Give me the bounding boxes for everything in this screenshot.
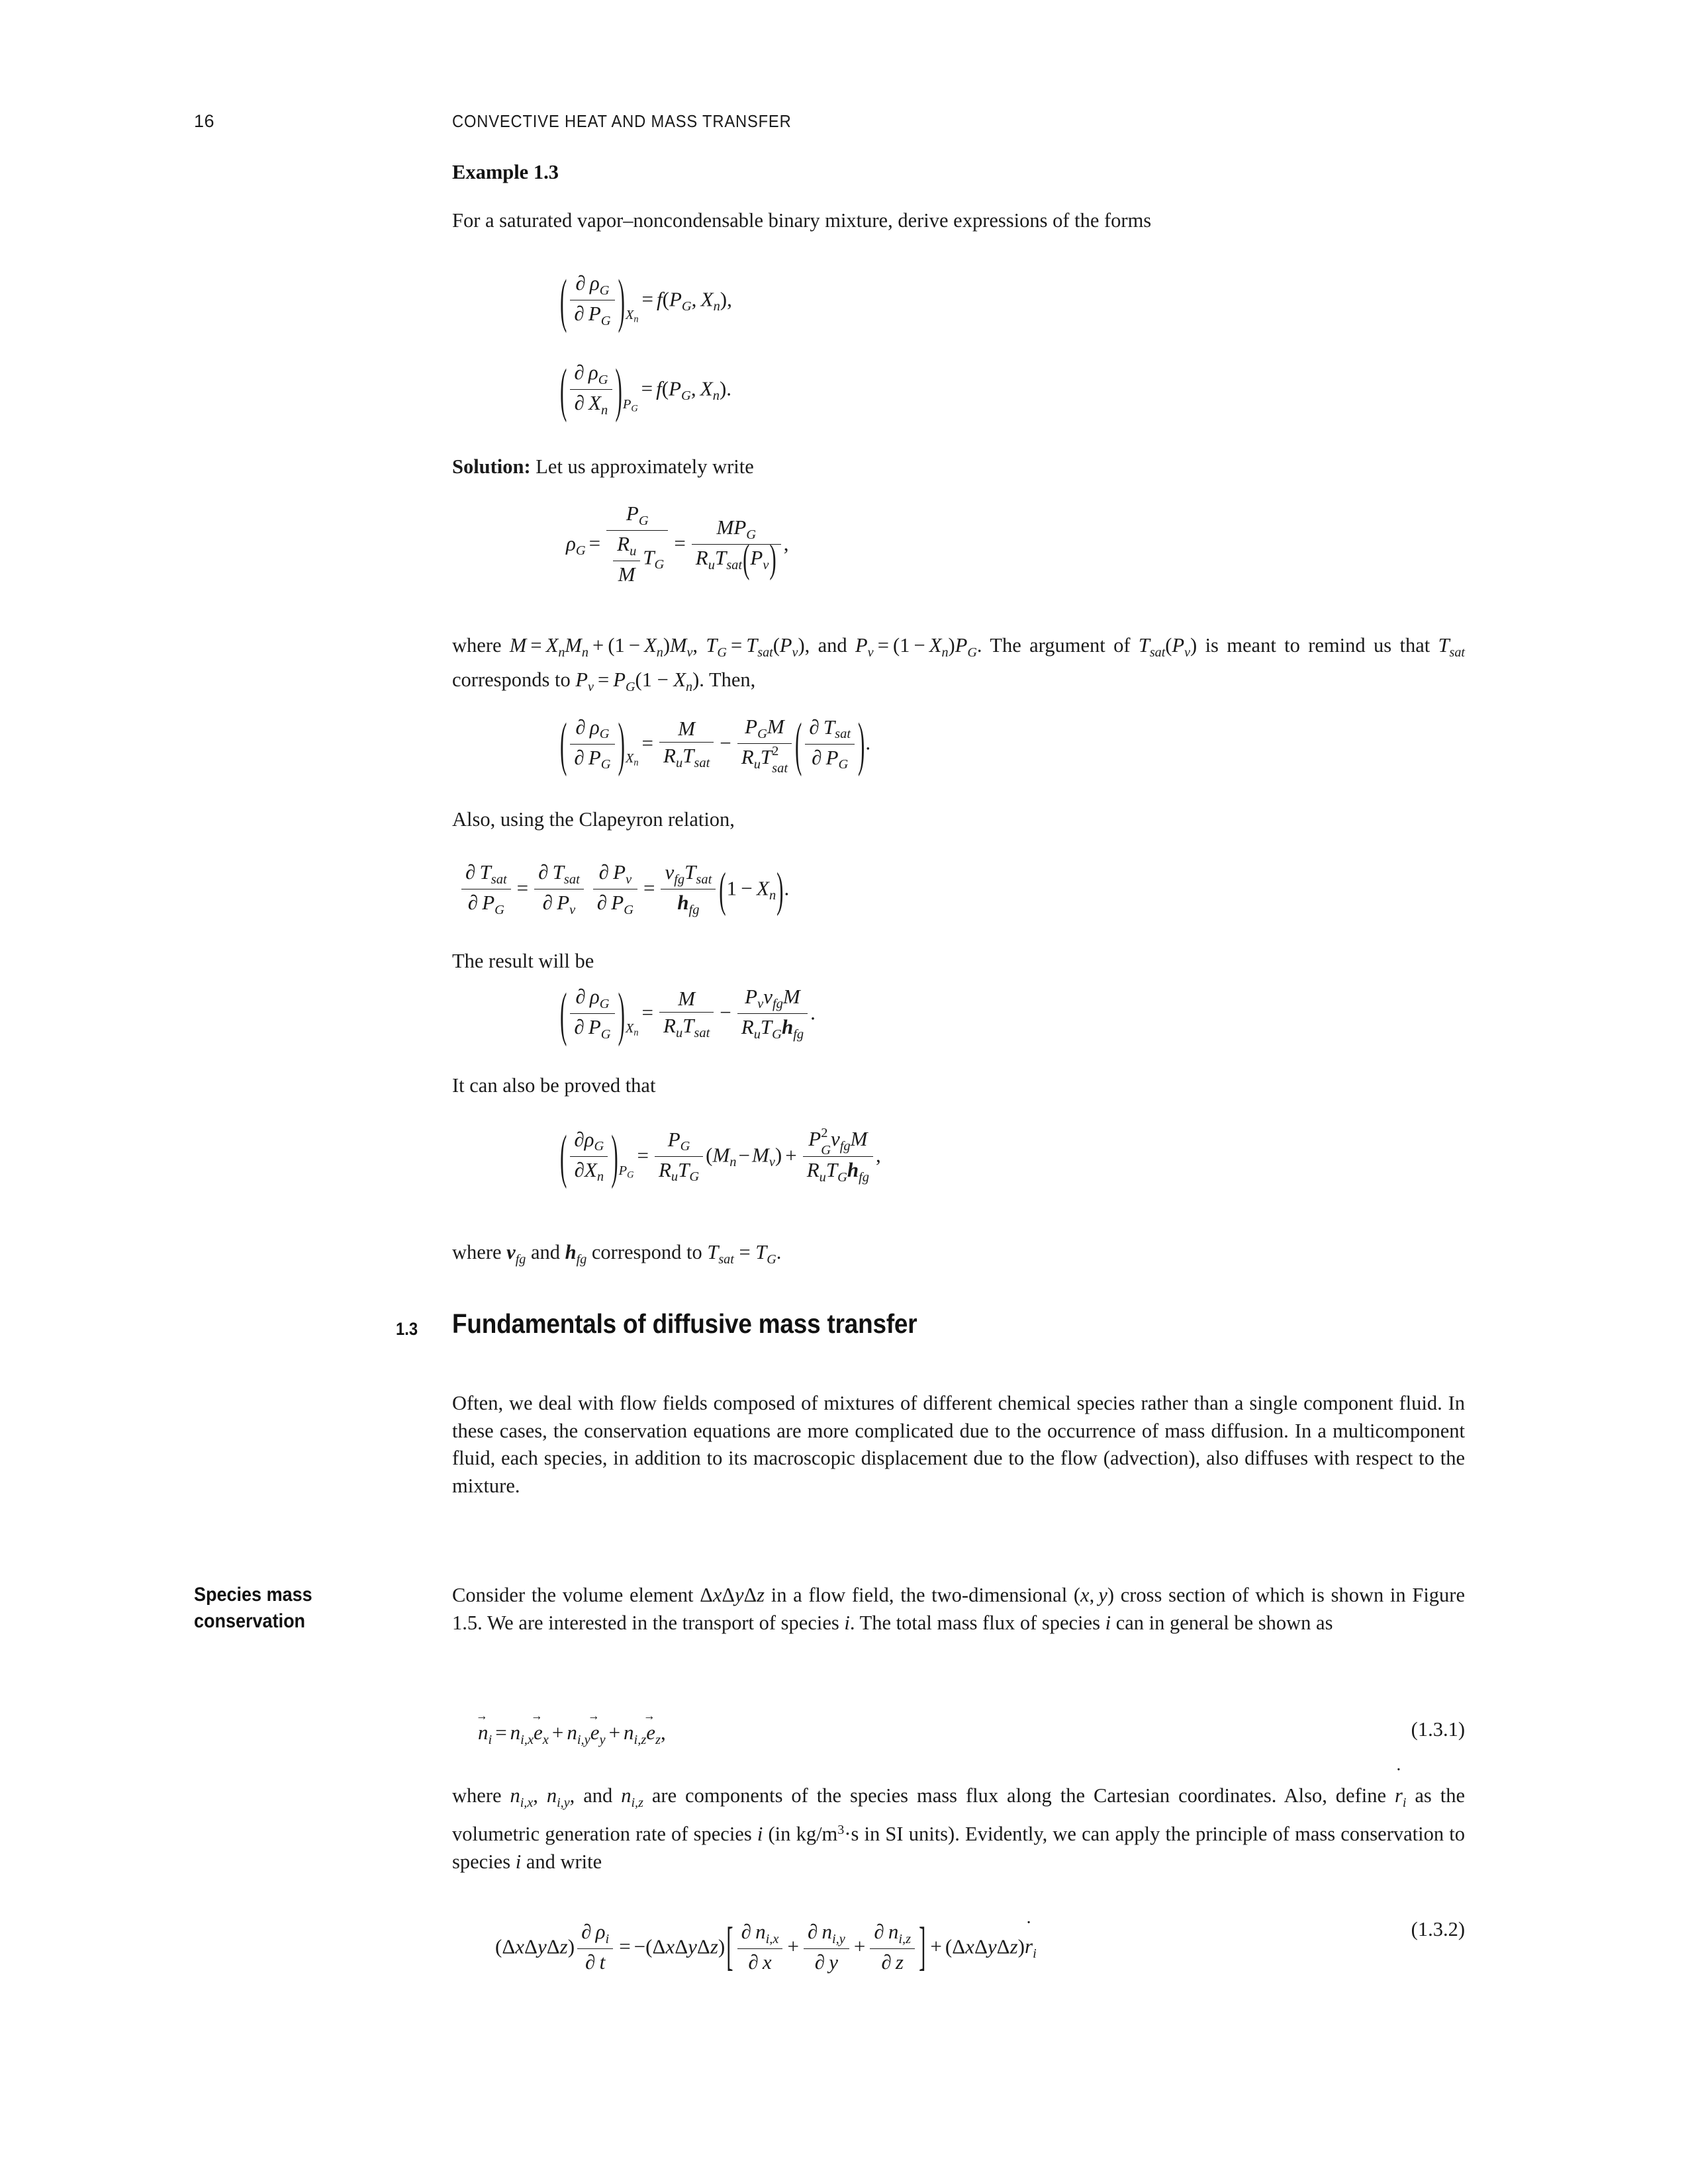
equation-proved: ( $\frac{\partial\rho G}{\partial Xn}$ )$P_G=$ $\frac{PG}{\text{RuTG}}$ (Mn−Mv) + P 2 G vfgM RuTGhfg , — [560, 1122, 881, 1190]
section-paragraph-1 — [452, 1390, 1465, 1500]
example-intro-text: For a saturated vapor–noncondensable binary mixture, derive expressions of the forms — [452, 209, 1152, 232]
section-title: Fundamentals of diffusive mass transfer — [452, 1308, 917, 1339]
equation-dpg-form: ( $\frac{\partial \rho G}{\partial PG}$ )$X_n= f(PG$, Xn), — [560, 266, 732, 334]
margin-note-line-1: Species mass — [194, 1584, 312, 1606]
result-lead-text: The result will be — [452, 950, 594, 972]
equation-1-3-2-number: (1.3.2) — [1411, 1918, 1465, 1940]
proved-lead — [452, 1072, 1465, 1100]
equation-result: ( $\frac{\partial \rho G}{\partial PG}$ )$X_n=$ $\frac{M}{\text{RuTsat}}$ − $\frac{\text{PvvfgM}}{\text{RuTGhfg}}$ . — [560, 979, 816, 1048]
closing-text: where vfg and hfg correspond to Tsat = TG. — [452, 1241, 782, 1267]
running-head-title: CONVECTIVE HEAT AND MASS TRANSFER — [452, 113, 792, 131]
equation-dxn-form: ( $\frac{\partial \rho G}{\partial Xn}$ )$P_G= f(PG$, Xn). — [560, 355, 732, 424]
section-number: 1.3 — [396, 1319, 418, 1339]
equation-1-3-1: n →i = ni,xe →x + ni,ye →y + ni,ze →z, — [478, 1721, 666, 1748]
equation-rho-g-definition: ρG = PG $\frac{Ru}{M}$ TG = $\frac{\text{MPG}}{\text{RuTsat(Pv)}}$ , — [566, 502, 789, 586]
margin-note-species-mass-conservation — [194, 1582, 408, 1635]
solution-lead-text — [452, 453, 1465, 481]
clapeyron-lead — [452, 806, 1465, 834]
example-heading — [452, 159, 1465, 186]
example-heading-text: Example 1.3 — [452, 161, 559, 183]
example-intro-paragraph — [452, 207, 1465, 235]
clapeyron-lead-text: Also, using the Clapeyron relation, — [452, 808, 735, 831]
equation-clapeyron: $\frac{\text{∂ Tsat}}{\partial PG}$ = $\frac{\text{∂ Tsat}}{\partial Pv}$ $\frac{\partial Pv}{\partial PG}$ = $\frac{\text{vfgTsat}}{\text{hfg}}$ (1 − Xn). — [459, 862, 789, 919]
equation-1-3-2: (ΔxΔyΔz) $\frac{\partial \rho i}{\partial t}$ = −(ΔxΔyΔz)[ $\frac{\partial ni,x}{\partial x}$ + $\frac{\partial ni,y}{\partial y}$ + $\frac{\partial ni,z}{\partial z}$ ] + (ΔxΔyΔz)r ˙i — [495, 1921, 1037, 1976]
where-M-paragraph — [452, 632, 1465, 701]
equation-drho-dpg-expanded: ( $\frac{\partial \rho G}{\partial PG}$ )$X_n=$ $\frac{M}{\text{RuTsat}}$ − PGM RuT 2 sat ( $\frac{\text{∂ Tsat}}{\partial PG}$ ). — [560, 709, 871, 778]
where-M-text: where M = XnMn + (1 − Xn)Mv, TG = Tsat(Pv), and Pv = (1 − Xn)PG. The argument of Tsat(Pv) is meant to remind us that Tsat corresponds to Pv = PG(1 − Xn). Then, — [452, 634, 1465, 694]
running-head — [0, 111, 1688, 138]
proved-lead-text: It can also be proved that — [452, 1074, 656, 1097]
section-paragraph-3-text: where ni,x, ni,y, and ni,z are components of the species mass flux along the Cartesian coordinates. Also, define r ˙i as the volumetric generation rate of species i (in kg/m3·s in SI units). Evidently, we can apply the principle of mass conservation to species i and write — [452, 1782, 1465, 1876]
margin-note-line-2: conservation — [194, 1610, 306, 1632]
section-paragraph-2-text: Consider the volume element ΔxΔyΔz in a flow field, the two-dimensional (x, y) cross section of which is shown in Figure 1.5. We are interested in the transport of species i. The total mass flux of species i can in general be shown as — [452, 1584, 1465, 1634]
section-paragraph-1-text: Often, we deal with flow fields composed of mixtures of different chemical species rather than a single component fluid. In these cases, the conservation equations are more complicated due to the occurrence of mass diffusion. In a multicomponent fluid, each species, in addition to its macroscopic displacement due to the flow (advection), also diffuses with respect to the mixture. — [452, 1392, 1465, 1497]
equation-1-3-1-number: (1.3.1) — [1411, 1718, 1465, 1741]
solution-lead-rest: Let us approximately write — [530, 455, 754, 478]
section-paragraph-3 — [452, 1782, 1465, 1876]
section-paragraph-2 — [452, 1582, 1465, 1637]
result-lead — [452, 948, 1465, 976]
solution-lead — [452, 453, 1465, 481]
page-number: 16 — [194, 111, 215, 131]
closing-paragraph — [452, 1239, 1465, 1273]
solution-label: Solution: — [452, 455, 531, 478]
